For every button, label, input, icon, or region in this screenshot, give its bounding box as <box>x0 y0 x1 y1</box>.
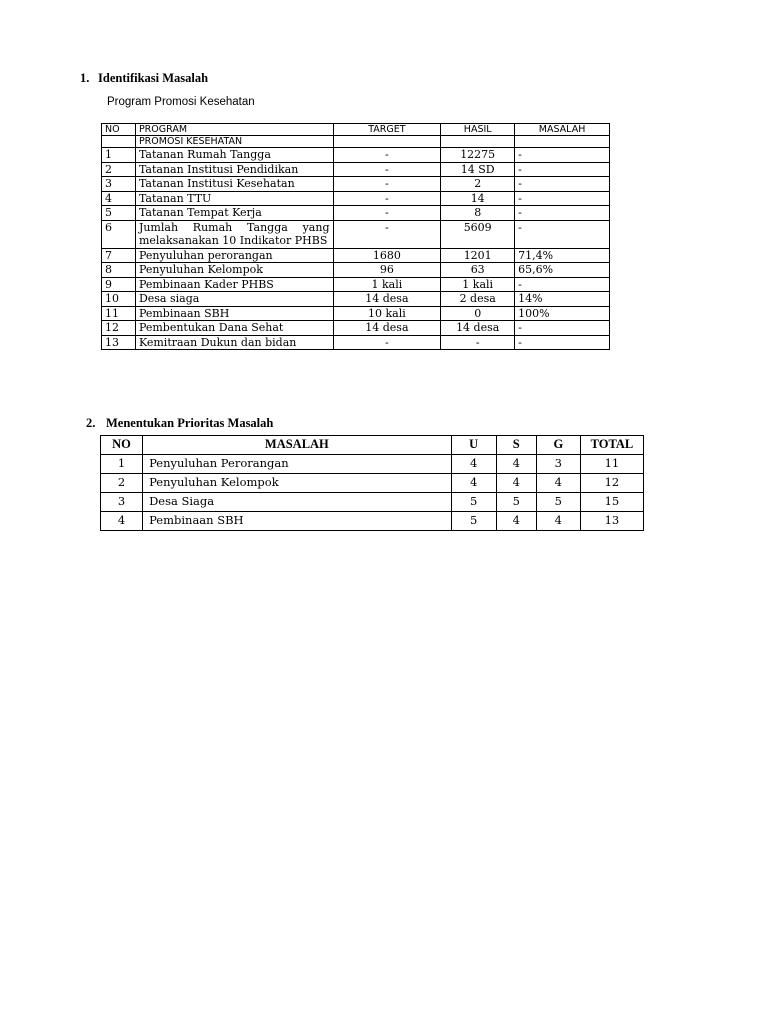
cell-target: 10 kali <box>333 306 441 321</box>
table-row <box>102 148 610 163</box>
cell-hasil: 14 <box>441 191 515 206</box>
section2-heading <box>86 416 273 431</box>
cell-program: Penyuluhan Kelompok <box>135 263 333 278</box>
cell-no: 2 <box>102 162 136 177</box>
table-row <box>102 292 610 307</box>
cell-no: 9 <box>102 277 136 292</box>
cell-masalah: - <box>515 177 610 192</box>
header-s: S <box>496 436 536 455</box>
table-row <box>102 335 610 350</box>
cell-target: - <box>333 335 441 350</box>
cell-hasil: 1 kali <box>441 277 515 292</box>
cell-masalah: 71,4% <box>515 248 610 263</box>
cell-masalah: 14% <box>515 292 610 307</box>
cell-hasil: 1201 <box>441 248 515 263</box>
cell-no: 11 <box>102 306 136 321</box>
cell-g: 4 <box>536 474 580 493</box>
header-u: U <box>451 436 496 455</box>
cell-program: Tatanan Institusi Pendidikan <box>135 162 333 177</box>
cell-masalah: 65,6% <box>515 263 610 278</box>
subheader-empty <box>333 136 441 148</box>
priority-table <box>100 435 644 531</box>
cell-hasil: 12275 <box>441 148 515 163</box>
cell-no: 1 <box>102 148 136 163</box>
cell-no: 2 <box>101 474 143 493</box>
problem-identification-table <box>101 123 610 350</box>
header-total: TOTAL <box>580 436 643 455</box>
cell-program: Kemitraan Dukun dan bidan <box>135 335 333 350</box>
cell-u: 4 <box>451 474 496 493</box>
cell-no: 13 <box>102 335 136 350</box>
cell-hasil: 63 <box>441 263 515 278</box>
cell-program: Pembinaan Kader PHBS <box>135 277 333 292</box>
table-header-row <box>101 436 644 455</box>
cell-hasil: 0 <box>441 306 515 321</box>
cell-program: Tatanan Rumah Tangga <box>135 148 333 163</box>
table-row <box>102 220 610 248</box>
table-row <box>102 206 610 221</box>
cell-program: Penyuluhan perorangan <box>135 248 333 263</box>
cell-no: 7 <box>102 248 136 263</box>
cell-masalah: - <box>515 321 610 336</box>
cell-program: Tatanan Institusi Kesehatan <box>135 177 333 192</box>
section2-title: Menentukan Prioritas Masalah <box>106 416 274 430</box>
cell-total: 12 <box>580 474 643 493</box>
subheader-empty <box>515 136 610 148</box>
cell-no: 1 <box>101 455 143 474</box>
cell-target: 14 desa <box>333 292 441 307</box>
cell-hasil: 14 SD <box>441 162 515 177</box>
cell-g: 4 <box>536 512 580 531</box>
cell-no: 5 <box>102 206 136 221</box>
cell-target: - <box>333 162 441 177</box>
table-row <box>102 191 610 206</box>
cell-no: 4 <box>101 512 143 531</box>
cell-total: 11 <box>580 455 643 474</box>
cell-s: 4 <box>496 455 536 474</box>
table-row <box>101 512 644 531</box>
cell-u: 5 <box>451 493 496 512</box>
cell-target: 1 kali <box>333 277 441 292</box>
cell-total: 13 <box>580 512 643 531</box>
cell-no: 12 <box>102 321 136 336</box>
header-g: G <box>536 436 580 455</box>
cell-program: Jumlah Rumah Tangga yang melaksanakan 10 Indikator PHBS <box>135 220 333 248</box>
cell-hasil: 2 desa <box>441 292 515 307</box>
cell-masalah: - <box>515 220 610 248</box>
table-row <box>102 263 610 278</box>
table-row <box>102 321 610 336</box>
cell-hasil: 5609 <box>441 220 515 248</box>
cell-u: 5 <box>451 512 496 531</box>
cell-masalah: - <box>515 277 610 292</box>
table-row <box>101 474 644 493</box>
cell-masalah: 100% <box>515 306 610 321</box>
table-row <box>101 455 644 474</box>
table-row <box>102 306 610 321</box>
subheader-empty <box>102 136 136 148</box>
cell-no: 4 <box>102 191 136 206</box>
header-no: NO <box>102 124 136 136</box>
cell-g: 5 <box>536 493 580 512</box>
section1-number: 1. <box>80 71 90 85</box>
cell-masalah: - <box>515 335 610 350</box>
cell-no: 10 <box>102 292 136 307</box>
cell-u: 4 <box>451 455 496 474</box>
header-program: PROGRAM <box>135 124 333 136</box>
cell-masalah: - <box>515 148 610 163</box>
header-target: TARGET <box>333 124 441 136</box>
cell-hasil: 2 <box>441 177 515 192</box>
cell-masalah: - <box>515 206 610 221</box>
section1-title: Identifikasi Masalah <box>98 71 209 85</box>
cell-no: 8 <box>102 263 136 278</box>
subheader-empty <box>441 136 515 148</box>
header-no: NO <box>101 436 143 455</box>
cell-target: - <box>333 206 441 221</box>
cell-total: 15 <box>580 493 643 512</box>
table-row <box>102 162 610 177</box>
cell-s: 4 <box>496 474 536 493</box>
cell-hasil: 14 desa <box>441 321 515 336</box>
cell-target: 96 <box>333 263 441 278</box>
header-hasil: HASIL <box>441 124 515 136</box>
cell-target: 14 desa <box>333 321 441 336</box>
cell-program: Tatanan Tempat Kerja <box>135 206 333 221</box>
table-row <box>102 177 610 192</box>
cell-target: 1680 <box>333 248 441 263</box>
cell-program: Tatanan TTU <box>135 191 333 206</box>
cell-masalah: Penyuluhan Kelompok <box>143 474 452 493</box>
table-subheader-row <box>102 136 610 148</box>
cell-no: 3 <box>102 177 136 192</box>
subheader-program: PROMOSI KESEHATAN <box>135 136 333 148</box>
cell-hasil: 8 <box>441 206 515 221</box>
cell-target: - <box>333 148 441 163</box>
cell-masalah: Pembinaan SBH <box>143 512 452 531</box>
cell-s: 5 <box>496 493 536 512</box>
cell-program: Pembentukan Dana Sehat <box>135 321 333 336</box>
cell-no: 3 <box>101 493 143 512</box>
table-row <box>102 277 610 292</box>
cell-masalah: Desa Siaga <box>143 493 452 512</box>
section2-number: 2. <box>86 416 96 430</box>
header-masalah: MASALAH <box>143 436 452 455</box>
cell-program: Pembinaan SBH <box>135 306 333 321</box>
cell-masalah: Penyuluhan Perorangan <box>143 455 452 474</box>
cell-s: 4 <box>496 512 536 531</box>
header-masalah: MASALAH <box>515 124 610 136</box>
cell-hasil: - <box>441 335 515 350</box>
cell-masalah: - <box>515 191 610 206</box>
section1-subtitle: Program Promosi Kesehatan <box>107 96 255 108</box>
table-row <box>102 248 610 263</box>
cell-program: Desa siaga <box>135 292 333 307</box>
cell-target: - <box>333 220 441 248</box>
cell-masalah: - <box>515 162 610 177</box>
cell-target: - <box>333 177 441 192</box>
section1-heading <box>80 71 208 86</box>
cell-g: 3 <box>536 455 580 474</box>
table-header-row <box>102 124 610 136</box>
cell-no: 6 <box>102 220 136 248</box>
cell-target: - <box>333 191 441 206</box>
table-row <box>101 493 644 512</box>
